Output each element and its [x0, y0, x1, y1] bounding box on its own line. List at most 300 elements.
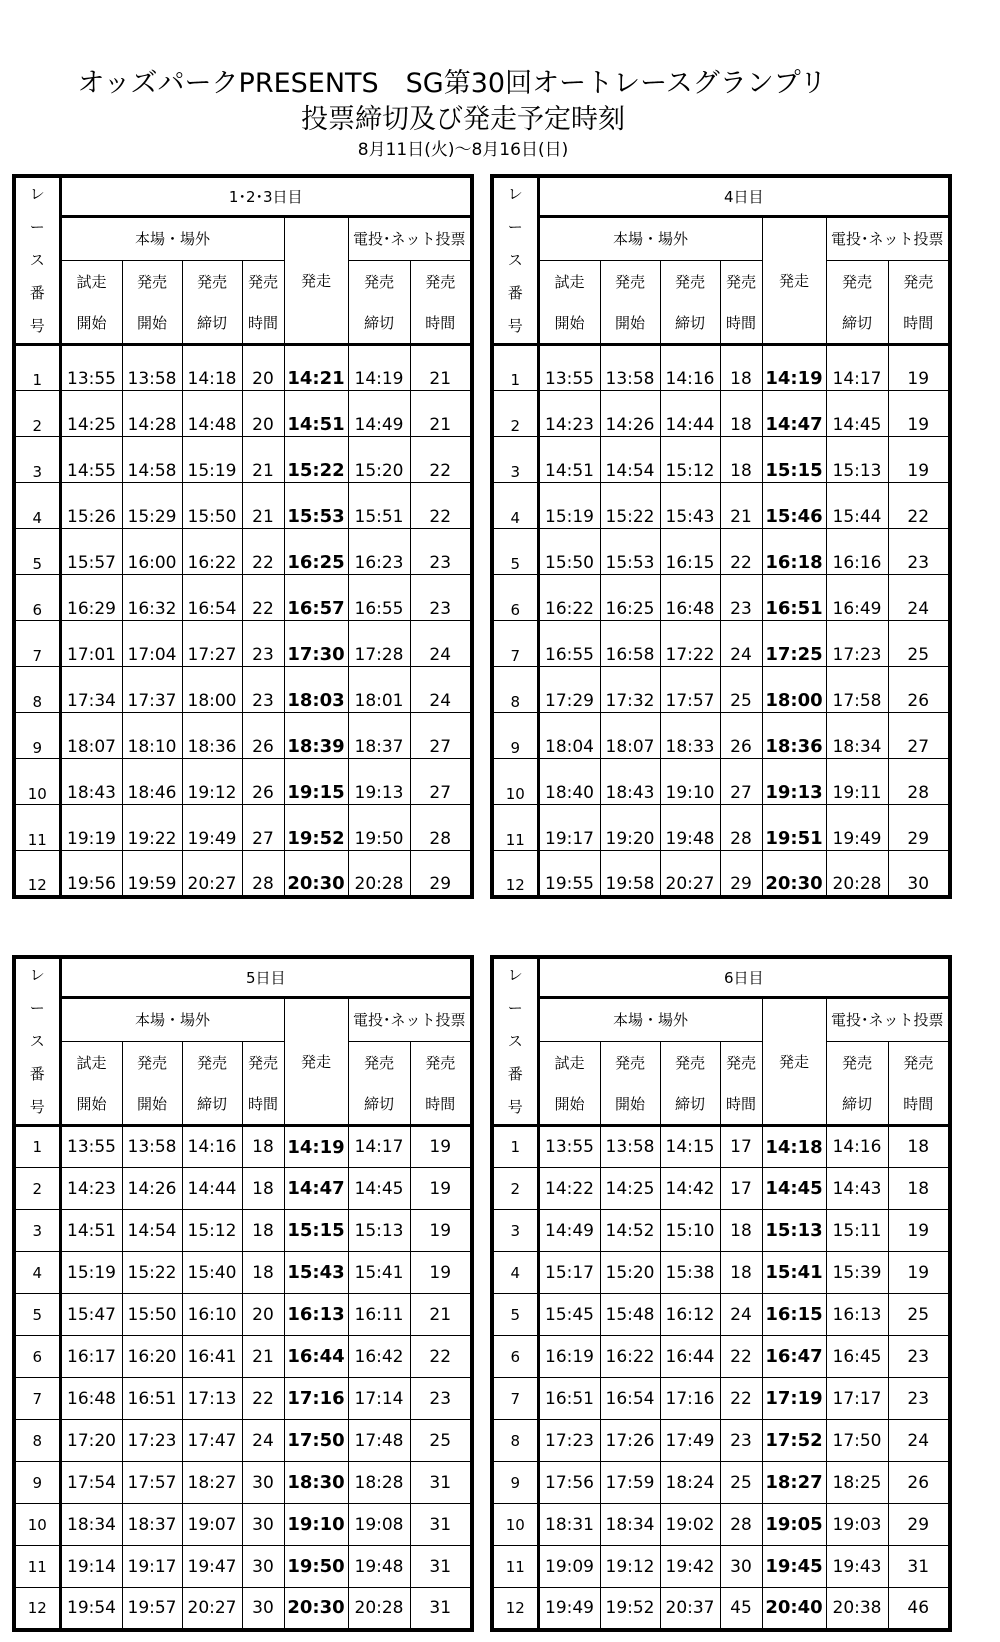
sale-close: 16:44: [660, 1336, 720, 1378]
trial-start: 13:55: [60, 1126, 122, 1168]
net-sale-close: 19:11: [826, 759, 888, 805]
net-sale-duration: 26: [888, 667, 950, 713]
race-number: 12: [492, 1588, 538, 1630]
net-sale-close: 14:43: [826, 1168, 888, 1210]
sale-duration: 27: [242, 805, 284, 851]
sale-time-header-line2: 時間: [242, 1084, 284, 1126]
sale-close: 15:40: [182, 1252, 242, 1294]
start-time: 15:46: [762, 483, 826, 529]
start-time: 17:30: [284, 621, 348, 667]
race-number: 4: [14, 1252, 60, 1294]
table-row: [492, 437, 950, 483]
sale-start: 15:50: [122, 1294, 182, 1336]
sale-close-header-line2: 締切: [660, 1084, 720, 1126]
sale-close: 15:19: [182, 437, 242, 483]
net-time-header-line2: 時間: [888, 303, 950, 345]
start-time: 20:30: [762, 851, 826, 897]
day-label: 1･2･3日目: [60, 176, 472, 216]
sale-close-header-line2: 締切: [660, 303, 720, 345]
trial-start: 19:56: [60, 851, 122, 897]
net-sale-duration: 24: [410, 667, 472, 713]
sale-start: 17:26: [600, 1420, 660, 1462]
trial-start: 17:54: [60, 1462, 122, 1504]
net-sale-close: 14:19: [348, 345, 410, 391]
sale-duration: 26: [242, 713, 284, 759]
net-sale-duration: 19: [410, 1210, 472, 1252]
trial-start: 19:14: [60, 1546, 122, 1588]
trial-start: 15:17: [538, 1252, 600, 1294]
start-time: 15:15: [762, 437, 826, 483]
start-time: 16:47: [762, 1336, 826, 1378]
race-number: 1: [492, 1126, 538, 1168]
start-time: 15:53: [284, 483, 348, 529]
trial-start: 13:55: [538, 1126, 600, 1168]
start-time: 19:13: [762, 759, 826, 805]
table-row: [14, 759, 472, 805]
sale-duration: 18: [242, 1168, 284, 1210]
sale-start: 13:58: [600, 1126, 660, 1168]
net-sale-close: 16:55: [348, 575, 410, 621]
sale-close-header-line2: 締切: [182, 303, 242, 345]
net-sale-duration: 24: [888, 1420, 950, 1462]
sale-start: 14:54: [122, 1210, 182, 1252]
net-sale-close: 19:43: [826, 1546, 888, 1588]
race-number-header-char: 号: [29, 317, 45, 335]
table-days-1-3: [12, 174, 474, 899]
net-sale-close: 15:13: [826, 437, 888, 483]
sale-start-header-line2: 開始: [600, 1084, 660, 1126]
sale-duration: 18: [720, 345, 762, 391]
sale-start: 19:52: [600, 1588, 660, 1630]
sale-start: 13:58: [122, 1126, 182, 1168]
net-sale-duration: 26: [888, 1462, 950, 1504]
start-time: 14:47: [284, 1168, 348, 1210]
race-number: 8: [492, 1420, 538, 1462]
net-sale-duration: 31: [410, 1504, 472, 1546]
trial-start: 15:19: [60, 1252, 122, 1294]
day-label: 5日目: [60, 957, 472, 997]
start-time: 18:39: [284, 713, 348, 759]
page-title: オッズパークPRESENTS SG第30回オートレースグランプリ: [77, 68, 827, 99]
net-sale-duration: 30: [888, 851, 950, 897]
race-number-header-char: レ: [29, 966, 45, 984]
sale-start: 19:58: [600, 851, 660, 897]
trial-start: 14:23: [538, 391, 600, 437]
table-row: [492, 621, 950, 667]
net-time-header-line2: 時間: [410, 1084, 472, 1126]
day-label: 6日目: [538, 957, 950, 997]
net-time-header-line1: 発売: [410, 261, 472, 303]
start-header: 発走: [762, 216, 826, 345]
trial-start: 19:49: [538, 1588, 600, 1630]
table-row: [14, 1420, 472, 1462]
net-sale-close: 19:48: [348, 1546, 410, 1588]
sale-duration: 18: [242, 1252, 284, 1294]
sale-duration: 30: [242, 1462, 284, 1504]
sale-start: 15:20: [600, 1252, 660, 1294]
start-time: 17:16: [284, 1378, 348, 1420]
net-sale-duration: 25: [410, 1420, 472, 1462]
sale-start: 18:37: [122, 1504, 182, 1546]
net-sale-close: 17:50: [826, 1420, 888, 1462]
net-time-header-line2: 時間: [410, 303, 472, 345]
race-number: 8: [14, 1420, 60, 1462]
sale-close: 18:27: [182, 1462, 242, 1504]
race-number: 5: [492, 529, 538, 575]
net-close-header-line1: 発売: [348, 261, 410, 303]
table-row: [492, 1336, 950, 1378]
sale-duration: 21: [242, 437, 284, 483]
trial-start-header-line2: 開始: [60, 303, 122, 345]
sale-duration: 26: [242, 759, 284, 805]
race-number-header-char: 番: [507, 1065, 523, 1083]
race-number: 11: [492, 1546, 538, 1588]
trial-start: 14:22: [538, 1168, 600, 1210]
race-number: 2: [14, 391, 60, 437]
sale-start: 15:22: [122, 1252, 182, 1294]
sale-start: 16:54: [600, 1378, 660, 1420]
start-time: 18:27: [762, 1462, 826, 1504]
table-row: [14, 1252, 472, 1294]
sale-close: 14:16: [182, 1126, 242, 1168]
race-number: 6: [14, 575, 60, 621]
net-sale-close: 16:13: [826, 1294, 888, 1336]
race-number: 7: [14, 1378, 60, 1420]
sale-start-header-line1: 発売: [600, 1042, 660, 1084]
race-number-header-char: ス: [507, 1032, 523, 1050]
sale-duration: 23: [242, 621, 284, 667]
net-sale-close: 16:45: [826, 1336, 888, 1378]
race-number: 2: [14, 1168, 60, 1210]
net-sale-close: 19:13: [348, 759, 410, 805]
net-sale-close: 20:38: [826, 1588, 888, 1630]
sale-start: 19:17: [122, 1546, 182, 1588]
sale-close: 19:10: [660, 759, 720, 805]
start-time: 18:30: [284, 1462, 348, 1504]
net-sale-close: 15:13: [348, 1210, 410, 1252]
sale-start: 14:26: [122, 1168, 182, 1210]
net-sale-duration: 23: [888, 529, 950, 575]
sale-close: 17:22: [660, 621, 720, 667]
race-number-header-char: レ: [507, 185, 523, 203]
sale-close: 16:12: [660, 1294, 720, 1336]
sale-start-header-line2: 開始: [122, 1084, 182, 1126]
sale-close-header-line1: 発売: [660, 261, 720, 303]
start-time: 15:43: [284, 1252, 348, 1294]
sale-start: 17:32: [600, 667, 660, 713]
sale-start: 15:53: [600, 529, 660, 575]
start-time: 19:15: [284, 759, 348, 805]
start-time: 16:25: [284, 529, 348, 575]
race-number: 9: [492, 713, 538, 759]
race-number: 8: [492, 667, 538, 713]
start-time: 14:18: [762, 1126, 826, 1168]
sale-close: 14:44: [660, 391, 720, 437]
sale-start: 16:00: [122, 529, 182, 575]
sale-close: 19:42: [660, 1546, 720, 1588]
sale-start: 17:04: [122, 621, 182, 667]
net-sale-duration: 18: [888, 1168, 950, 1210]
sale-close: 19:49: [182, 805, 242, 851]
sale-close: 17:57: [660, 667, 720, 713]
start-time: 18:00: [762, 667, 826, 713]
net-sale-duration: 28: [410, 805, 472, 851]
race-number: 10: [14, 759, 60, 805]
venue-header: 本場・場外: [60, 216, 284, 261]
trial-start: 18:34: [60, 1504, 122, 1546]
sale-duration: 28: [720, 1504, 762, 1546]
sale-start: 14:25: [600, 1168, 660, 1210]
race-number: 5: [14, 1294, 60, 1336]
net-time-header-line1: 発売: [410, 1042, 472, 1084]
table-row: [14, 1378, 472, 1420]
trial-start: 14:25: [60, 391, 122, 437]
net-sale-duration: 22: [410, 1336, 472, 1378]
trial-start: 15:57: [60, 529, 122, 575]
sale-time-header-line1: 発売: [242, 1042, 284, 1084]
net-time-header-line2: 時間: [888, 1084, 950, 1126]
sale-close: 17:47: [182, 1420, 242, 1462]
start-time: 15:13: [762, 1210, 826, 1252]
table-row: [14, 713, 472, 759]
start-time: 19:10: [284, 1504, 348, 1546]
net-sale-duration: 31: [410, 1546, 472, 1588]
sale-duration: 24: [720, 1294, 762, 1336]
trial-start: 17:29: [538, 667, 600, 713]
sale-close: 20:27: [660, 851, 720, 897]
race-number-header-char: 番: [507, 284, 523, 302]
sale-close: 19:47: [182, 1546, 242, 1588]
trial-start: 17:20: [60, 1420, 122, 1462]
table-row: [14, 1210, 472, 1252]
table-row: [492, 1294, 950, 1336]
sale-duration: 18: [720, 391, 762, 437]
sale-duration: 18: [720, 437, 762, 483]
sale-close: 15:50: [182, 483, 242, 529]
sale-close-header-line1: 発売: [182, 1042, 242, 1084]
table-row: [14, 391, 472, 437]
race-number-header-char: 号: [507, 1098, 523, 1116]
sale-duration: 23: [720, 1420, 762, 1462]
sale-start: 17:23: [122, 1420, 182, 1462]
sale-start: 14:52: [600, 1210, 660, 1252]
net-sale-close: 15:41: [348, 1252, 410, 1294]
trial-start: 15:26: [60, 483, 122, 529]
sale-close: 20:27: [182, 851, 242, 897]
sale-start: 16:51: [122, 1378, 182, 1420]
table-row: [492, 529, 950, 575]
table-row: [14, 575, 472, 621]
sale-close: 15:12: [660, 437, 720, 483]
net-time-header-line1: 発売: [888, 1042, 950, 1084]
sale-close: 16:22: [182, 529, 242, 575]
net-sale-duration: 25: [888, 621, 950, 667]
sale-duration: 22: [720, 1336, 762, 1378]
table-row: [14, 1504, 472, 1546]
trial-start: 19:09: [538, 1546, 600, 1588]
sale-start: 15:29: [122, 483, 182, 529]
net-sale-close: 17:14: [348, 1378, 410, 1420]
net-sale-close: 16:49: [826, 575, 888, 621]
race-number: 4: [492, 483, 538, 529]
start-time: 14:47: [762, 391, 826, 437]
table-row: [14, 621, 472, 667]
sale-duration: 20: [242, 345, 284, 391]
table-row: [492, 713, 950, 759]
net-sale-duration: 24: [410, 621, 472, 667]
trial-start: 13:55: [538, 345, 600, 391]
sale-duration: 45: [720, 1588, 762, 1630]
race-number: 8: [14, 667, 60, 713]
sale-close: 14:16: [660, 345, 720, 391]
race-number-header-char: 番: [29, 284, 45, 302]
race-number-header-char: 号: [29, 1098, 45, 1116]
tele-net-header: 電投･ネット投票: [826, 216, 950, 261]
net-sale-close: 14:16: [826, 1126, 888, 1168]
sale-start-header-line1: 発売: [122, 1042, 182, 1084]
trial-start: 16:22: [538, 575, 600, 621]
net-close-header-line1: 発売: [348, 1042, 410, 1084]
race-number: 1: [14, 345, 60, 391]
race-number-header-char: ー: [29, 218, 45, 236]
race-number-header-char: 番: [29, 1065, 45, 1083]
race-number-header-char: レ: [29, 185, 45, 203]
sale-start: 14:58: [122, 437, 182, 483]
sale-start: 16:22: [600, 1336, 660, 1378]
race-number: 12: [14, 851, 60, 897]
trial-start-header-line1: 試走: [538, 1042, 600, 1084]
trial-start: 16:17: [60, 1336, 122, 1378]
trial-start: 18:40: [538, 759, 600, 805]
race-number: 6: [14, 1336, 60, 1378]
sale-duration: 30: [720, 1546, 762, 1588]
race-number-header-char: ー: [29, 999, 45, 1017]
start-time: 19:05: [762, 1504, 826, 1546]
net-sale-duration: 23: [410, 1378, 472, 1420]
table-row: [492, 1504, 950, 1546]
start-time: 14:51: [284, 391, 348, 437]
table-row: [492, 345, 950, 391]
trial-start: 16:55: [538, 621, 600, 667]
sale-start: 14:28: [122, 391, 182, 437]
race-number: 11: [14, 1546, 60, 1588]
sale-duration: 25: [720, 1462, 762, 1504]
table-row: [14, 1546, 472, 1588]
table-row: [492, 391, 950, 437]
start-time: 14:19: [284, 1126, 348, 1168]
net-sale-close: 14:17: [348, 1126, 410, 1168]
table-row: [492, 1378, 950, 1420]
sale-start: 13:58: [122, 345, 182, 391]
trial-start: 18:07: [60, 713, 122, 759]
race-number: 1: [492, 345, 538, 391]
trial-start: 15:19: [538, 483, 600, 529]
race-number: 7: [492, 621, 538, 667]
net-sale-duration: 23: [888, 1336, 950, 1378]
start-time: 19:50: [284, 1546, 348, 1588]
trial-start: 19:55: [538, 851, 600, 897]
sale-close-header-line1: 発売: [660, 1042, 720, 1084]
table-row: [14, 1126, 472, 1168]
start-time: 16:57: [284, 575, 348, 621]
start-time: 16:15: [762, 1294, 826, 1336]
net-sale-close: 16:23: [348, 529, 410, 575]
race-number: 3: [14, 437, 60, 483]
start-time: 14:45: [762, 1168, 826, 1210]
sale-close: 20:37: [660, 1588, 720, 1630]
sale-duration: 25: [720, 667, 762, 713]
start-time: 15:15: [284, 1210, 348, 1252]
net-sale-close: 15:51: [348, 483, 410, 529]
trial-start-header-line1: 試走: [60, 1042, 122, 1084]
sale-time-header-line2: 時間: [720, 303, 762, 345]
race-number: 10: [14, 1504, 60, 1546]
trial-start: 15:47: [60, 1294, 122, 1336]
sale-start: 15:22: [600, 483, 660, 529]
venue-header: 本場・場外: [538, 216, 762, 261]
sale-duration: 26: [720, 713, 762, 759]
sale-duration: 18: [720, 1252, 762, 1294]
net-sale-duration: 22: [888, 483, 950, 529]
table-row: [14, 1336, 472, 1378]
sale-close: 14:44: [182, 1168, 242, 1210]
net-sale-duration: 19: [888, 437, 950, 483]
sale-start: 17:57: [122, 1462, 182, 1504]
net-sale-close: 17:23: [826, 621, 888, 667]
net-sale-duration: 46: [888, 1588, 950, 1630]
sale-start: 15:48: [600, 1294, 660, 1336]
sale-start: 19:20: [600, 805, 660, 851]
table-row: [14, 805, 472, 851]
sale-close: 18:00: [182, 667, 242, 713]
start-time: 15:41: [762, 1252, 826, 1294]
sale-duration: 22: [720, 1378, 762, 1420]
sale-duration: 23: [720, 575, 762, 621]
race-number-header-char: 号: [507, 317, 523, 335]
sale-start: 18:34: [600, 1504, 660, 1546]
sale-time-header-line1: 発売: [720, 261, 762, 303]
sale-close: 17:16: [660, 1378, 720, 1420]
race-number: 4: [14, 483, 60, 529]
sale-close: 20:27: [182, 1588, 242, 1630]
race-number-header-char: ー: [507, 218, 523, 236]
race-number-header-char: ス: [29, 251, 45, 269]
start-time: 16:44: [284, 1336, 348, 1378]
net-sale-duration: 28: [888, 759, 950, 805]
table-row: [492, 483, 950, 529]
sale-duration: 30: [242, 1588, 284, 1630]
start-header: 発走: [284, 997, 348, 1126]
venue-header: 本場・場外: [538, 997, 762, 1042]
sale-start-header-line1: 発売: [600, 261, 660, 303]
sale-duration: 18: [242, 1210, 284, 1252]
sale-start: 16:20: [122, 1336, 182, 1378]
net-sale-close: 19:08: [348, 1504, 410, 1546]
sale-duration: 18: [242, 1126, 284, 1168]
trial-start: 19:54: [60, 1588, 122, 1630]
sale-duration: 28: [242, 851, 284, 897]
sale-close: 15:38: [660, 1252, 720, 1294]
net-sale-duration: 22: [410, 437, 472, 483]
net-sale-close: 18:37: [348, 713, 410, 759]
day-label: 4日目: [538, 176, 950, 216]
race-number: 4: [492, 1252, 538, 1294]
net-sale-duration: 31: [410, 1588, 472, 1630]
sale-start: 14:54: [600, 437, 660, 483]
start-time: 15:22: [284, 437, 348, 483]
sale-start: 17:59: [600, 1462, 660, 1504]
sale-time-header-line1: 発売: [242, 261, 284, 303]
